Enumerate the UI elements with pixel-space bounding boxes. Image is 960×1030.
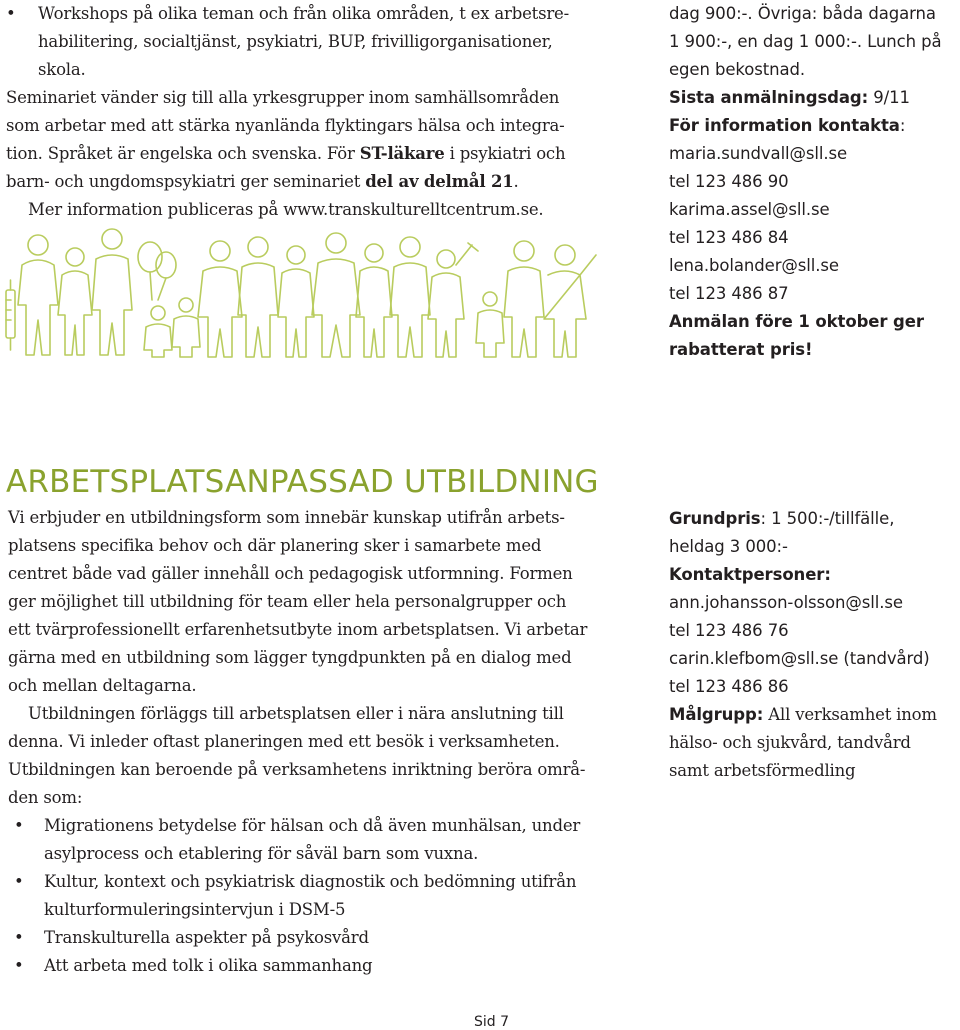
delmal-bold: del av delmål 21 — [365, 172, 514, 191]
toothbrush-icon — [456, 243, 478, 265]
person-silhouette — [278, 246, 314, 357]
contact-phone: tel 123 486 76 — [669, 621, 789, 640]
bullet-line: skola. — [38, 60, 86, 79]
bullet-line: Workshops på olika teman och från olika områden, t ex arbetsre- — [38, 4, 569, 23]
target-label: Målgrupp: — [669, 705, 764, 724]
person-silhouette — [504, 241, 544, 357]
paragraph-2 — [8, 700, 638, 812]
person-silhouette — [428, 250, 464, 357]
contact-email[interactable]: karima.assel@sll.se — [669, 200, 830, 219]
target-line: samt arbetsförmedling — [669, 761, 856, 780]
child-silhouette — [144, 306, 172, 357]
top-right-column — [669, 0, 959, 364]
paragraph-line: Utbildningen förläggs till arbetsplatsen eller i nära anslutning till — [28, 704, 564, 723]
seminar-paragraph — [6, 84, 626, 224]
price-line — [669, 505, 959, 533]
child-silhouette — [172, 298, 200, 357]
paragraph-line: Vi erbjuder en utbildningsform som innebär kunskap utifrån arbets- — [8, 508, 565, 527]
paragraph-line: ett tvärprofessionellt erfarenhetsutbyte inom arbetsplatsen. Vi arbetar — [8, 620, 588, 639]
st-lakare-bold: ST-läkare — [359, 144, 445, 163]
person-silhouette — [58, 248, 92, 355]
child-silhouette — [476, 292, 504, 357]
workshop-bullet — [6, 0, 626, 84]
paragraph-line: denna. Vi inleder oftast planeringen med ett besök i verksamheten. — [8, 732, 560, 751]
paragraph-line — [6, 140, 626, 168]
contact-email[interactable]: maria.sundvall@sll.se — [669, 144, 848, 163]
topic-line: • Migrationens betydelse för hälsan och då även munhälsan, under — [44, 816, 581, 835]
contact-phone: tel 123 486 87 — [669, 284, 789, 303]
person-silhouette — [18, 235, 58, 355]
topic-line: • Transkulturella aspekter på psykosvård — [44, 928, 369, 947]
bullet-line: habilitering, socialtjänst, psykiatri, BUP, frivilligorganisationer, — [38, 32, 553, 51]
paragraph-line: som arbetar med att stärka nyanlända flyktingars hälsa och integra- — [6, 116, 565, 135]
text-run: barn- och ungdomspsykiatri ger seminariet — [6, 172, 366, 191]
syringe-icon — [6, 280, 15, 350]
section-right-column — [669, 505, 959, 785]
price-line: 1 900:-, en dag 1 000:-. Lunch på — [669, 32, 942, 51]
deadline-label: Sista anmälningsdag: — [669, 88, 869, 107]
topic-line: kulturformuleringsintervjun i DSM-5 — [44, 900, 346, 919]
person-silhouette — [198, 241, 242, 357]
section-heading: ARBETSPLATSANPASSAD UTBILDNING — [6, 464, 599, 500]
topic-item — [8, 924, 638, 952]
topic-line: • Att arbeta med tolk i olika sammanhang — [44, 956, 373, 975]
target-value: All verksamhet inom — [763, 705, 937, 724]
person-silhouette — [390, 237, 430, 357]
discount-line: Anmälan före 1 oktober ger — [669, 312, 924, 331]
target-line — [669, 701, 959, 729]
text-run: i psykiatri och — [444, 144, 566, 163]
text-run: tion. Språket är engelska och svenska. För — [6, 144, 360, 163]
price-label: Grundpris — [669, 509, 761, 528]
paragraph-line: Seminariet vänder sig till alla yrkesgrupper inom samhällsområden — [6, 88, 560, 107]
discount-line: rabatterat pris! — [669, 340, 813, 359]
page-number: Sid 7 — [474, 1014, 510, 1030]
deadline-line — [669, 84, 959, 112]
topic-line: asylprocess och etablering för såväl barn som vuxna. — [44, 844, 479, 863]
paragraph-line — [6, 168, 626, 196]
balloon-icon — [138, 242, 176, 300]
person-silhouette — [356, 244, 392, 357]
section-body — [8, 504, 638, 980]
person-silhouette — [238, 237, 278, 357]
contact-email[interactable]: ann.johansson-olsson@sll.se — [669, 593, 903, 612]
topic-line: • Kultur, kontext och psykiatrisk diagnostik och bedömning utifrån — [44, 872, 577, 891]
contact-email[interactable]: carin.klefbom@sll.se (tandvård) — [669, 649, 930, 668]
price-line: heldag 3 000:- — [669, 537, 788, 556]
people-silhouettes-icon — [0, 225, 600, 360]
paragraph-line: Utbildningen kan beroende på verksamhetens inriktning beröra områ- — [8, 760, 586, 779]
top-left-column — [6, 0, 626, 224]
contact-phone: tel 123 486 86 — [669, 677, 789, 696]
contact-phone: tel 123 486 84 — [669, 228, 789, 247]
deadline-value: 9/11 — [868, 88, 910, 107]
topic-item — [8, 868, 638, 924]
contact-email[interactable]: lena.bolander@sll.se — [669, 256, 839, 275]
paragraph-1 — [8, 504, 638, 700]
paragraph-line: och mellan deltagarna. — [8, 676, 197, 695]
topics-list — [8, 812, 638, 980]
paragraph-line: centret både vad gäller innehåll och pedagogisk utformning. Formen — [8, 564, 573, 583]
text-run: . — [513, 172, 519, 191]
info-label: För information kontakta — [669, 116, 900, 135]
info-colon: : — [899, 116, 906, 135]
person-silhouette — [312, 233, 360, 357]
info-line — [669, 112, 959, 140]
target-line: hälso- och sjukvård, tandvård — [669, 733, 911, 752]
bullet-marker: • — [6, 4, 16, 23]
price-line: dag 900:-. Övriga: båda dagarna — [669, 4, 936, 23]
paragraph-line: ger möjlighet till utbildning för team eller hela personalgrupper och — [8, 592, 567, 611]
topic-item — [8, 952, 638, 980]
person-silhouette — [544, 245, 596, 357]
price-value: : 1 500:-/tillfälle, — [760, 509, 895, 528]
paragraph-line: den som: — [8, 788, 83, 807]
more-info-line: Mer information publiceras på www.transkulturelltcentrum.se. — [28, 200, 544, 219]
paragraph-line: platsens specifika behov och där planering sker i samarbete med — [8, 536, 542, 555]
contacts-label: Kontaktpersoner: — [669, 565, 831, 584]
topic-item — [8, 812, 638, 868]
price-line: egen bekostnad. — [669, 60, 806, 79]
person-silhouette — [92, 229, 132, 355]
contact-phone: tel 123 486 90 — [669, 172, 789, 191]
paragraph-line: gärna med en utbildning som lägger tyngdpunkten på en dialog med — [8, 648, 572, 667]
